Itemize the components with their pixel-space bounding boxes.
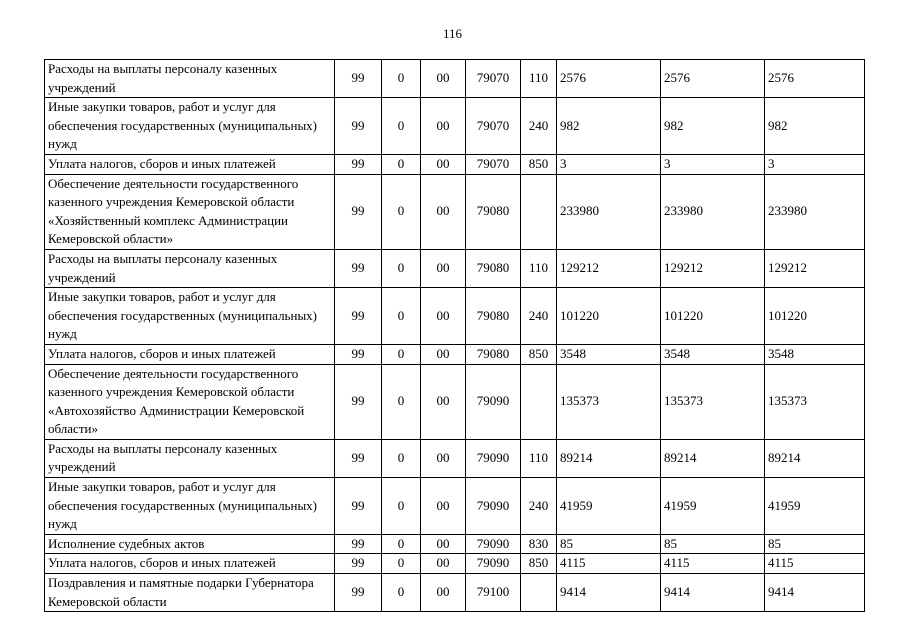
program-code-cell: 00: [421, 344, 466, 364]
program-code-cell: 00: [421, 60, 466, 98]
program-code-cell: 00: [421, 364, 466, 439]
target-article-cell: 79090: [466, 554, 521, 574]
table-row: [45, 554, 865, 574]
amount-cell-3: 89214: [765, 439, 865, 477]
table-row: [45, 288, 865, 345]
section-code-cell: 99: [335, 364, 382, 439]
expense-name-cell: Расходы на выплаты персоналу казенных учреждений: [45, 439, 335, 477]
target-article-cell: 79090: [466, 364, 521, 439]
target-article-cell: 79070: [466, 154, 521, 174]
amount-cell-2: 3: [661, 154, 765, 174]
target-article-cell: 79090: [466, 534, 521, 554]
table-row: [45, 478, 865, 535]
target-article-cell: 79090: [466, 439, 521, 477]
expense-type-cell: 240: [521, 288, 557, 345]
subsection-code-cell: 0: [382, 344, 421, 364]
amount-cell-1: 3548: [557, 344, 661, 364]
amount-cell-3: 233980: [765, 174, 865, 249]
expense-type-cell: [521, 364, 557, 439]
program-code-cell: 00: [421, 249, 466, 287]
table-row: [45, 574, 865, 612]
section-code-cell: 99: [335, 534, 382, 554]
expense-type-cell: 830: [521, 534, 557, 554]
page-number: 116: [442, 26, 463, 41]
expense-type-cell: 850: [521, 154, 557, 174]
program-code-cell: 00: [421, 288, 466, 345]
subsection-code-cell: 0: [382, 574, 421, 612]
amount-cell-3: 3548: [765, 344, 865, 364]
program-code-cell: 00: [421, 98, 466, 155]
table-row: [45, 98, 865, 155]
target-article-cell: 79080: [466, 288, 521, 345]
program-code-cell: 00: [421, 478, 466, 535]
expense-name-cell: Обеспечение деятельности государственного казенного учреждения Кемеровской области «Хозяйственный комплекс Администрации Кемеровской области»: [45, 174, 335, 249]
expense-name-cell: Уплата налогов, сборов и иных платежей: [45, 554, 335, 574]
amount-cell-1: 85: [557, 534, 661, 554]
amount-cell-1: 135373: [557, 364, 661, 439]
expense-name-cell: Уплата налогов, сборов и иных платежей: [45, 344, 335, 364]
expense-name-cell: Обеспечение деятельности государственного казенного учреждения Кемеровской области «Автохозяйство Администрации Кемеровской области»: [45, 364, 335, 439]
amount-cell-1: 3: [557, 154, 661, 174]
expense-name-cell: Иные закупки товаров, работ и услуг для обеспечения государственных (муниципальных) нужд: [45, 98, 335, 155]
subsection-code-cell: 0: [382, 60, 421, 98]
amount-cell-1: 101220: [557, 288, 661, 345]
target-article-cell: 79100: [466, 574, 521, 612]
amount-cell-3: 101220: [765, 288, 865, 345]
amount-cell-2: 129212: [661, 249, 765, 287]
expense-name-cell: Исполнение судебных актов: [45, 534, 335, 554]
expense-type-cell: 110: [521, 60, 557, 98]
section-code-cell: 99: [335, 439, 382, 477]
amount-cell-3: 129212: [765, 249, 865, 287]
section-code-cell: 99: [335, 154, 382, 174]
expense-type-cell: 110: [521, 439, 557, 477]
amount-cell-1: 982: [557, 98, 661, 155]
amount-cell-2: 2576: [661, 60, 765, 98]
expense-name-cell: Иные закупки товаров, работ и услуг для обеспечения государственных (муниципальных) нужд: [45, 288, 335, 345]
amount-cell-1: 9414: [557, 574, 661, 612]
program-code-cell: 00: [421, 154, 466, 174]
target-article-cell: 79090: [466, 478, 521, 535]
target-article-cell: 79070: [466, 60, 521, 98]
expense-name-cell: Поздравления и памятные подарки Губернатора Кемеровской области: [45, 574, 335, 612]
section-code-cell: 99: [335, 174, 382, 249]
section-code-cell: 99: [335, 60, 382, 98]
subsection-code-cell: 0: [382, 288, 421, 345]
program-code-cell: 00: [421, 574, 466, 612]
table-row: [45, 249, 865, 287]
section-code-cell: 99: [335, 288, 382, 345]
budget-table: [44, 59, 865, 612]
program-code-cell: 00: [421, 439, 466, 477]
program-code-cell: 00: [421, 174, 466, 249]
amount-cell-3: 41959: [765, 478, 865, 535]
subsection-code-cell: 0: [382, 249, 421, 287]
target-article-cell: 79080: [466, 249, 521, 287]
table-row: [45, 60, 865, 98]
amount-cell-3: 85: [765, 534, 865, 554]
amount-cell-1: 89214: [557, 439, 661, 477]
target-article-cell: 79070: [466, 98, 521, 155]
subsection-code-cell: 0: [382, 478, 421, 535]
expense-type-cell: [521, 574, 557, 612]
expense-type-cell: 110: [521, 249, 557, 287]
amount-cell-2: 89214: [661, 439, 765, 477]
amount-cell-1: 4115: [557, 554, 661, 574]
subsection-code-cell: 0: [382, 154, 421, 174]
amount-cell-2: 85: [661, 534, 765, 554]
amount-cell-3: 2576: [765, 60, 865, 98]
amount-cell-3: 135373: [765, 364, 865, 439]
expense-type-cell: 240: [521, 478, 557, 535]
amount-cell-2: 982: [661, 98, 765, 155]
amount-cell-1: 233980: [557, 174, 661, 249]
expense-type-cell: 850: [521, 344, 557, 364]
expense-name-cell: Иные закупки товаров, работ и услуг для обеспечения государственных (муниципальных) нужд: [45, 478, 335, 535]
amount-cell-2: 3548: [661, 344, 765, 364]
amount-cell-2: 135373: [661, 364, 765, 439]
subsection-code-cell: 0: [382, 364, 421, 439]
table-row: [45, 534, 865, 554]
amount-cell-2: 41959: [661, 478, 765, 535]
amount-cell-2: 101220: [661, 288, 765, 345]
expense-type-cell: 240: [521, 98, 557, 155]
subsection-code-cell: 0: [382, 534, 421, 554]
amount-cell-3: 3: [765, 154, 865, 174]
table-row: [45, 154, 865, 174]
amount-cell-2: 233980: [661, 174, 765, 249]
amount-cell-3: 9414: [765, 574, 865, 612]
amount-cell-1: 129212: [557, 249, 661, 287]
expense-name-cell: Расходы на выплаты персоналу казенных учреждений: [45, 60, 335, 98]
section-code-cell: 99: [335, 478, 382, 535]
amount-cell-3: 4115: [765, 554, 865, 574]
expense-type-cell: 850: [521, 554, 557, 574]
expense-type-cell: [521, 174, 557, 249]
table-row: [45, 344, 865, 364]
expense-name-cell: Уплата налогов, сборов и иных платежей: [45, 154, 335, 174]
subsection-code-cell: 0: [382, 554, 421, 574]
table-row: [45, 364, 865, 439]
section-code-cell: 99: [335, 574, 382, 612]
amount-cell-2: 4115: [661, 554, 765, 574]
section-code-cell: 99: [335, 344, 382, 364]
subsection-code-cell: 0: [382, 439, 421, 477]
target-article-cell: 79080: [466, 344, 521, 364]
program-code-cell: 00: [421, 554, 466, 574]
expense-name-cell: Расходы на выплаты персоналу казенных учреждений: [45, 249, 335, 287]
amount-cell-1: 2576: [557, 60, 661, 98]
target-article-cell: 79080: [466, 174, 521, 249]
amount-cell-3: 982: [765, 98, 865, 155]
amount-cell-2: 9414: [661, 574, 765, 612]
section-code-cell: 99: [335, 554, 382, 574]
program-code-cell: 00: [421, 534, 466, 554]
section-code-cell: 99: [335, 98, 382, 155]
subsection-code-cell: 0: [382, 174, 421, 249]
subsection-code-cell: 0: [382, 98, 421, 155]
amount-cell-1: 41959: [557, 478, 661, 535]
table-row: [45, 174, 865, 249]
table-row: [45, 439, 865, 477]
section-code-cell: 99: [335, 249, 382, 287]
